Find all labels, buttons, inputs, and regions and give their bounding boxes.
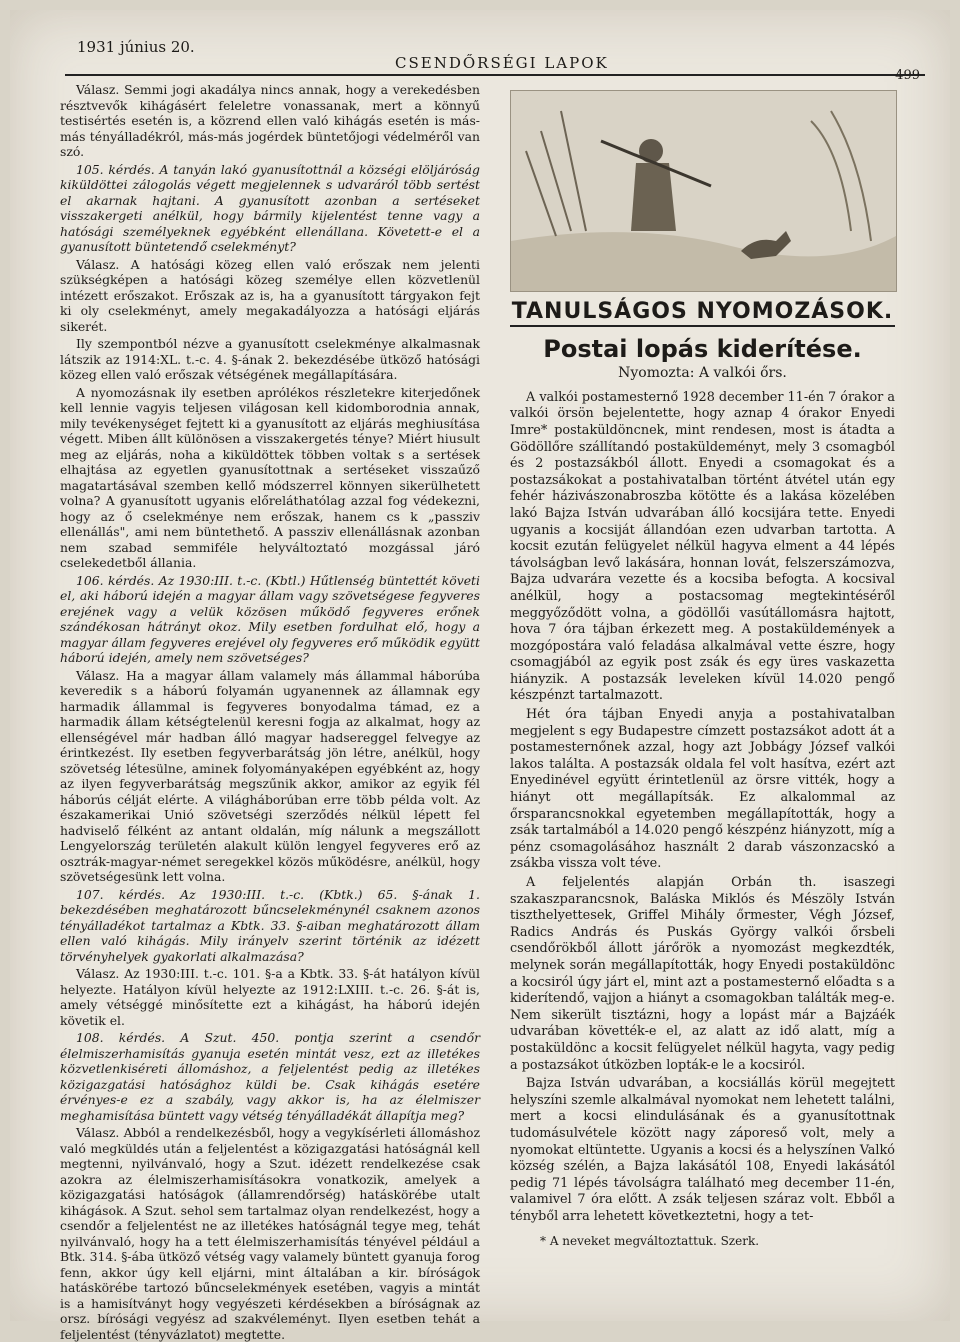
section-title: TANULSÁGOS NYOMOZÁSOK. [510, 304, 895, 327]
paragraph: A valkói postamesternő 1928 december 11-én 7 órakor a valkói örsön bejelentette, hogy aznap 4 órakor Enyedi Imre* postaküldöncnek, mint rendesen, most is átadta a Gödöllőre szállítandó postaküldeményt, mely 3 csomagból és 2 postazsákból állott. Enyedi a csomagokat és a postazsákokat a postahivatalban történt átvétel után egy fehér házivászonabroszba kötötte és a lakása közelében lakó Bajza István udvarában álló kocsijára tette. Enyedi ugyanis a kocsiját állandóan ezen udvarban tartotta. A kocsit ezután felügyelet nélkül hagyva elment a 44 lépés távolságban levő lakására, honnan lovát, felszerszámozva, Bajza udvarára vezette és a kocsiba befogta. A kocsival anélkül, hogy a postacsomag megtekintéséről meggyőződött volna, a gödöllői vasútállomásra hajtott, hova 7 óra tájban érkezett meg. A postaküldemények a mozgópostára való feladása alkalmával vette észre, hogy csomagjából az egyik post zsák és egy üres vaskazetta hiányzik. A postazsák leveleken kívül 14.020 pengő készpénzt tartalmazott. [510, 389, 895, 704]
paragraph: A feljelentés alapján Orbán th. isaszegi szakaszparancsnok, Baláska Miklós és Mészöly István tiszthelyettesek, Griffel Mihály őrmester, Végh József, Radics András és Puskás György valkói őrsbeli csendőrökből állott járőrök a nyomozást megkezdték, melynek során megállapították, hogy Enyedi postaküldönc a kocsiról úgy járt el, mint azt a postamesternő előadta s a kiderítendő, vajjon a hiányt a csomagokban találták meg-e. Nem sikerült tisztázni, hogy a lopást már a Bajzáék udvarában követték-e el, az alatt az idő alatt, míg a postaküldönc a kocsit felügyelet nélkül hagyta, vagy pedig a postazsákot útközben lopták-e le a kocsiról. [510, 875, 895, 1073]
paragraph: Hét óra tájban Enyedi anyja a postahivatalban megjelent s egy Budapestre címzett postazsákot adott át a postamesternőnek azzal, hogy azt Jobbágy József valkói lakos találta. A postazsák oldala fel volt hasítva, ezért azt Enyedinével együtt érintetlenül az örsre vitték, hogy a hiányt ott megállapítsák. Ez alkalommal az őrsparancsnokkal egyetemben megállapították, hogy a zsák tartalmából a 14.020 pengő készpénz hiányzott, míg a pénz csomagolásához használt 2 darab vászonzacskó a zsákba vissza volt téve. [510, 707, 895, 872]
byline: Nyomozta: A valkói őrs. [618, 365, 787, 382]
question-paragraph: 108. kérdés. A Szut. 450. pontja szerint a csendőr élelmiszerhamisítás gyanuja esetén mintát vesz, ezt az illetékes közvetlenkiséreti állomáshoz, a feljelentést pedig az illetékes közigazgatási hatósághoz küldi be. Csak kihágás esetére érvényes-e ez a szabály, vagy akkor is, ha az élelmiszer meghamisítása büntett vagy vétség tényálladékát állapítja meg? [60, 1030, 480, 1123]
hunter-dog-drawing-icon [511, 91, 896, 291]
paragraph: Válasz. Az 1930:III. t.-c. 101. §-a a Kbtk. 33. §-át hatályon kívül helyezte. Hatályon kívül helyezte az 1912:LXIII. t.-c. 26. §-át is, amely vétséggé minősítette ezt a kihágást, ha háború idején követik el. [60, 966, 480, 1028]
question-paragraph: 105. kérdés. A tanyán lakó gyanusítottnál a községi elöljáróság kiküldöttei zálogolás végett megjelennek s udvaráról több sertést el akarnak hajtani. A gyanusított azonban a sertéseket visszakergeti anélkül, hogy bármily kijelentést tenne vagy a hatósági személyeknek egyébként ellenállana. Követett-e el a gyanusított büntetendő cselekményt? [60, 161, 480, 254]
paragraph: Válasz. Ha a magyar állam valamely más állammal háborúba keveredik s a háború folyamán ugyanennek az államnak egy harmadik állammal is fegyveres bonyodalma támad, ez a harmadik állam kétségtelenül keresni fogja az alkalmat, hogy az ellenségével már hadban álló magyar hadsereggel felvegye az érintkezést. Ily esetben fegyverbarátság jön létre, anélkül, hogy szövetség létesülne, aminek folyományaképen egyébként az, hogy az ilyen fegyverbarátság megszűnik akkor, amikor az egyik fél háborús célját elérte. A világháborúban erre több példa volt. Az északamerikai Unió szövetségi szerződés nélkül lépett fel hadviselő félként az antant oldalán, míg nálunk a megszállott Lengyelország területén alakult külön lengyel fegyveres erő az osztrák-magyar-német seregekkel közös működésre, anélkül, hogy szövetségesünk lett volna. [60, 667, 480, 884]
issue-date: 1931 június 20. [77, 38, 195, 56]
left-column [60, 82, 480, 1342]
newspaper-page [10, 10, 950, 1342]
publication-title: CSENDŐRSÉGI LAPOK [395, 54, 609, 72]
page-number: 499 [895, 68, 920, 83]
paragraph: Válasz. A hatósági közeg ellen való erőszak nem jelenti szükségképen a hatósági közeg személye ellen közvetlenül intézett erőszakot. Erőszak az is, ha a gyanusított tárgyakon fejt ki oly cselekményt, amely megakadályozza a hatósági eljárás sikerét. [60, 256, 480, 334]
paragraph: Válasz. Abból a rendelkezésből, hogy a vegykísérleti állomáshoz való megküldés után a feljelentést a közigazgatási hatóságnál kell megtenni, nyilvánvaló, hogy a Szut. idézett rendelkezése csak azokra az élelmiszerhamisításokra vonatkozik, amelyek a közigazgatási hatóságok (államrendőrség) hatáskörébe utalt kihágások. A Szut. sehol sem tartalmaz olyan rendelkezést, hogy a csendőr a feljelentést ne az illetékes hatóságnál tegye meg, tehát nyilvánvaló, hogy ha a tett élelmiszerhamisítás tényével például a Btk. 314. §-ába ütköző vétség vagy valamely büntett gyanuja forog fenn, akkor úgy kell eljárni, mint általában a kir. bíróságok hatáskörébe tartozó bűncselekmények esetében, vagyis a mintát is a hamisítványt hogy vegyészeti kérdésekben a bíróságnak az orsz. bírósági vegyész ad szakvéleményt. Ilyen esetben tehát a feljelentést (tényvázlatot) megtette. [60, 1125, 480, 1342]
paragraph: Ily szempontból nézve a gyanusított cselekménye alkalmasnak látszik az 1914:XL. t.-c. 4. §-ának 2. bekezdésébe ütköző hatósági közeg ellen való erőszak vétségének megállapítására. [60, 336, 480, 382]
footnote: * A neveket megváltoztattuk. Szerk. [540, 1234, 760, 1249]
paragraph: Válasz. Semmi jogi akadálya nincs annak, hogy a verekedésben résztvevők kihágásért feleletre vonassanak, mert a könnyű testisértés esetén is, a közrend ellen való kihágás esetén is más-más tényálladékról, más-más jogérdek büntetőjogi védelméről van szó. [60, 82, 480, 159]
gendarme-illustration [510, 90, 897, 292]
question-paragraph: 106. kérdés. Az 1930:III. t.-c. (Kbtl.) Hűtlenség büntettét követi el, aki háború idején a magyar állam vagy szövetségese fegyveres erejének vagy a velük közösen működő fegyveres erőnek szándékosan hátrányt okoz. Mily esetben fordulhat elő, hogy a magyar állam fegyveres erejével oly fegyveres erő működik együtt háború idején, amely nem szövetséges? [60, 572, 480, 665]
question-paragraph: 107. kérdés. Az 1930:III. t.-c. (Kbtk.) 65. §-ának 1. bekezdésében meghatározott bűncselekménynél csaknem azonos tényálladékot tartalmaz a Kbtk. 33. §-aiban meghatározott állam ellen való kihágás. Mily irányelv szerint történik az idézett törvényhelyek gyakorlati alkalmazása? [60, 886, 480, 964]
right-column [510, 90, 895, 1310]
paragraph: A nyomozásnak ily esetben aprólékos részletekre kiterjedőnek kell lennie vagyis teljesen világosan kell kidomborodnia annak, mily tevékenységet fejtett ki a gyanusított az eljárás meghiusítása végett. Miben állt különösen a visszakergetés ténye? Miért hiusult meg az eljárás, noha a kiküldöttek többen voltak s a sertések elhajtása az egyetlen gyanusítottnak a sertéseket visszaűző magatartásával szemben kellő módszerrel könnyen sikerülhetett volna? A gyanusított ugyanis előreláthatólag azzal fog védekezni, hogy az ő cselekménye nem erőszak, hanem cs k „passziv ellenállás", ami nem büntethető. A passziv ellenállásnak azonban nem szabad semmiféle helyváltoztató mozgással járó cselekedetből állania. [60, 384, 480, 570]
page-header [65, 32, 925, 83]
paragraph: Bajza István udvarában, a kocsiállás körül megejtett helyszíni szemle alkalmával nyomokat nem lehetett találni, mert a kocsi elindulásának és a gyanusítottnak tudomásulvétele között nagy záporeső volt, mely a nyomokat eltüntette. Ugyanis a kocsi és a helyszínen Valkó község szélén, a Bajza lakásától 108, Enyedi lakásától pedig 71 lépés távolságra található meg december 11-én, valamivel 7 óra előtt. A zsák teljesen száraz volt. Ebből a tényből arra lehetett következtetni, hogy a tet- [510, 1076, 895, 1224]
article-title: Postai lopás kiderítése. [543, 334, 862, 363]
